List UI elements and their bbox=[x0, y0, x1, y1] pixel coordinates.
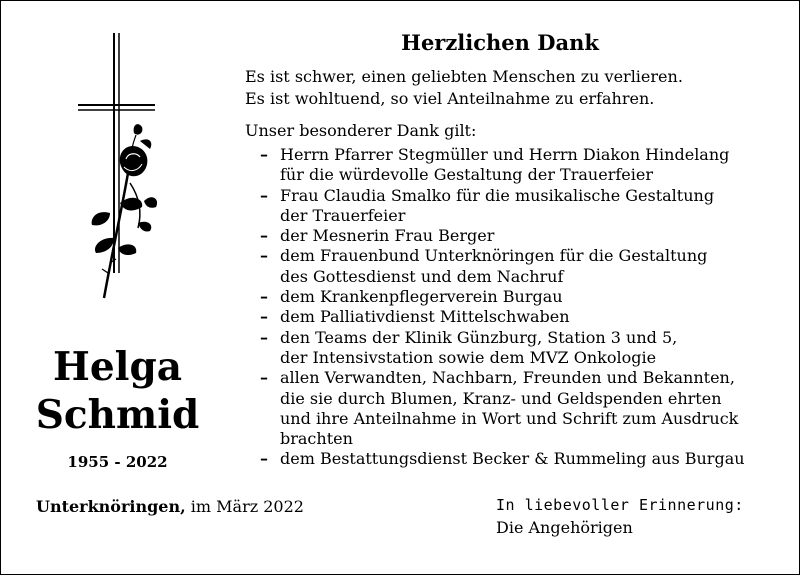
place-name: Unterknöringen, bbox=[36, 497, 186, 516]
list-item-line: dem Palliativdienst Mittelschwaben bbox=[280, 307, 570, 327]
notice-title: Herzlichen Dank bbox=[401, 30, 599, 55]
deceased-first-name: Helga bbox=[52, 344, 183, 390]
dash-bullet: – bbox=[260, 368, 268, 388]
place-date-line bbox=[36, 497, 304, 516]
list-item bbox=[260, 307, 770, 327]
list-item-line: dem Bestattungsdienst Becker & Rummeling aus Burgau bbox=[280, 449, 745, 469]
list-item bbox=[260, 226, 770, 246]
dash-bullet: – bbox=[260, 185, 268, 205]
dash-bullet: – bbox=[260, 449, 268, 469]
dash-bullet: – bbox=[260, 287, 268, 307]
list-item-line: für die würdevolle Gestaltung der Trauerfeier bbox=[280, 165, 653, 185]
list-item bbox=[260, 449, 770, 469]
list-item-line: der Intensivstation sowie dem MVZ Onkologie bbox=[280, 347, 657, 367]
list-item-line: allen Verwandten, Nachbarn, Freunden und Bekannten, bbox=[280, 368, 735, 388]
list-item-line: die sie durch Blumen, Kranz- und Geldspenden ehrten bbox=[280, 388, 722, 408]
list-item bbox=[260, 368, 770, 449]
list-item bbox=[260, 287, 770, 307]
cross-rose-icon bbox=[70, 33, 180, 313]
dash-bullet: – bbox=[260, 327, 268, 347]
intro-line: Es ist wohltuend, so viel Anteilnahme zu erfahren. bbox=[245, 89, 655, 108]
thanks-heading: Unser besonderer Dank gilt: bbox=[245, 121, 477, 140]
thanks-list bbox=[260, 145, 770, 470]
dash-bullet: – bbox=[260, 226, 268, 246]
list-item-line: des Gottesdienst und dem Nachruf bbox=[280, 266, 564, 286]
list-item-line: Herrn Pfarrer Stegmüller und Herrn Diakon Hindelang bbox=[280, 145, 730, 164]
list-item bbox=[260, 246, 770, 287]
list-item-line: der Mesnerin Frau Berger bbox=[280, 226, 495, 246]
list-item-line: Frau Claudia Smalko für die musikalische Gestaltung bbox=[280, 185, 715, 205]
deceased-last-name: Schmid bbox=[35, 392, 200, 438]
list-item-line: dem Krankenpflegerverein Burgau bbox=[280, 287, 563, 307]
list-item-line: dem Frauenbund Unterknöringen für die Gestaltung bbox=[280, 246, 708, 266]
list-item-line: der Trauerfeier bbox=[280, 205, 406, 225]
list-item bbox=[260, 186, 770, 227]
life-years: 1955 - 2022 bbox=[67, 453, 168, 471]
dash-bullet: – bbox=[260, 307, 268, 327]
intro-line: Es ist schwer, einen geliebten Menschen zu verlieren. bbox=[245, 67, 683, 86]
date-text: im März 2022 bbox=[185, 497, 304, 516]
intro-text bbox=[245, 66, 683, 110]
dash-bullet: – bbox=[260, 246, 268, 266]
dash-bullet: – bbox=[260, 145, 268, 164]
list-item-line: den Teams der Klinik Günzburg, Station 3 und 5, bbox=[280, 327, 678, 347]
list-item bbox=[260, 145, 770, 186]
memory-line: In liebevoller Erinnerung: bbox=[496, 496, 744, 514]
list-item-line: brachten bbox=[280, 429, 353, 449]
family-signature: Die Angehörigen bbox=[496, 518, 633, 537]
list-item bbox=[260, 328, 770, 369]
list-item-line: und ihre Anteilnahme in Wort und Schrift zum Ausdruck bbox=[280, 408, 739, 428]
